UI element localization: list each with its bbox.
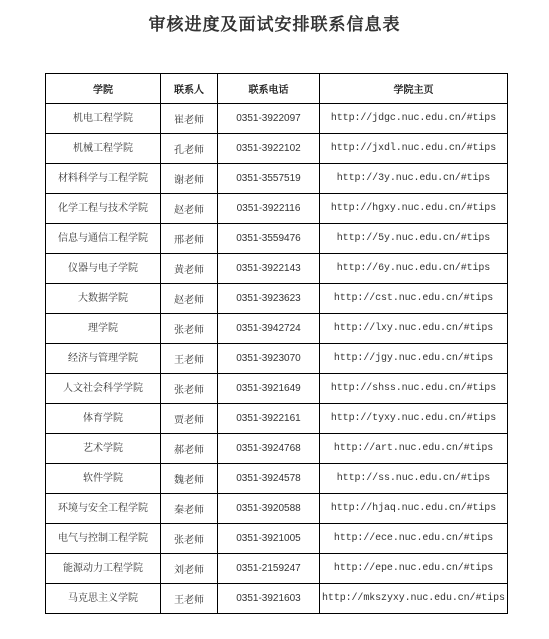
- cell-homepage-link[interactable]: http://5y.nuc.edu.cn/#tips: [320, 224, 508, 254]
- table-row: [46, 254, 508, 284]
- table-row: [46, 434, 508, 464]
- cell-phone: 0351-3921005: [218, 524, 320, 554]
- cell-phone: 0351-3942724: [218, 314, 320, 344]
- cell-homepage-link[interactable]: http://ss.nuc.edu.cn/#tips: [320, 464, 508, 494]
- cell-college: 艺术学院: [46, 434, 161, 464]
- cell-homepage-link[interactable]: http://hgxy.nuc.edu.cn/#tips: [320, 194, 508, 224]
- cell-college: 人文社会科学学院: [46, 374, 161, 404]
- table-row: [46, 314, 508, 344]
- cell-phone: 0351-3923623: [218, 284, 320, 314]
- cell-contact: 贾老师: [161, 404, 218, 434]
- table-row: [46, 284, 508, 314]
- cell-college: 信息与通信工程学院: [46, 224, 161, 254]
- cell-phone: 0351-3557519: [218, 164, 320, 194]
- cell-phone: 0351-3922097: [218, 104, 320, 134]
- cell-contact: 崔老师: [161, 104, 218, 134]
- cell-college: 环境与安全工程学院: [46, 494, 161, 524]
- cell-homepage-link[interactable]: http://hjaq.nuc.edu.cn/#tips: [320, 494, 508, 524]
- cell-college: 电气与控制工程学院: [46, 524, 161, 554]
- cell-homepage-link[interactable]: http://lxy.nuc.edu.cn/#tips: [320, 314, 508, 344]
- cell-college: 仪器与电子学院: [46, 254, 161, 284]
- table-row: [46, 224, 508, 254]
- cell-phone: 0351-3924768: [218, 434, 320, 464]
- table-row: [46, 374, 508, 404]
- table-row: [46, 194, 508, 224]
- cell-college: 机械工程学院: [46, 134, 161, 164]
- header-contact: 联系人: [161, 74, 218, 104]
- cell-phone: 0351-3922102: [218, 134, 320, 164]
- cell-college: 大数据学院: [46, 284, 161, 314]
- cell-homepage-link[interactable]: http://epe.nuc.edu.cn/#tips: [320, 554, 508, 584]
- header-homepage: 学院主页: [320, 74, 508, 104]
- table-header-row: [46, 74, 508, 104]
- cell-contact: 黄老师: [161, 254, 218, 284]
- cell-college: 材料科学与工程学院: [46, 164, 161, 194]
- cell-college: 软件学院: [46, 464, 161, 494]
- cell-homepage-link[interactable]: http://jxdl.nuc.edu.cn/#tips: [320, 134, 508, 164]
- cell-contact: 王老师: [161, 584, 218, 614]
- cell-contact: 邢老师: [161, 224, 218, 254]
- cell-contact: 赵老师: [161, 284, 218, 314]
- header-college: 学院: [46, 74, 161, 104]
- cell-phone: 0351-3922116: [218, 194, 320, 224]
- cell-college: 机电工程学院: [46, 104, 161, 134]
- cell-homepage-link[interactable]: http://jdgc.nuc.edu.cn/#tips: [320, 104, 508, 134]
- cell-contact: 张老师: [161, 314, 218, 344]
- cell-college: 理学院: [46, 314, 161, 344]
- cell-college: 化学工程与技术学院: [46, 194, 161, 224]
- cell-contact: 张老师: [161, 524, 218, 554]
- cell-phone: 0351-2159247: [218, 554, 320, 584]
- table-row: [46, 104, 508, 134]
- cell-homepage-link[interactable]: http://mkszyxy.nuc.edu.cn/#tips: [320, 584, 508, 614]
- table-body: [46, 104, 508, 614]
- cell-contact: 孔老师: [161, 134, 218, 164]
- cell-contact: 刘老师: [161, 554, 218, 584]
- contact-info-table: [45, 73, 508, 614]
- header-phone: 联系电话: [218, 74, 320, 104]
- cell-phone: 0351-3559476: [218, 224, 320, 254]
- page-title: 审核进度及面试安排联系信息表: [148, 15, 401, 35]
- table-row: [46, 404, 508, 434]
- cell-contact: 郝老师: [161, 434, 218, 464]
- cell-homepage-link[interactable]: http://art.nuc.edu.cn/#tips: [320, 434, 508, 464]
- cell-phone: 0351-3920588: [218, 494, 320, 524]
- cell-homepage-link[interactable]: http://ece.nuc.edu.cn/#tips: [320, 524, 508, 554]
- table-row: [46, 584, 508, 614]
- table-row: [46, 134, 508, 164]
- cell-college: 能源动力工程学院: [46, 554, 161, 584]
- cell-homepage-link[interactable]: http://tyxy.nuc.edu.cn/#tips: [320, 404, 508, 434]
- cell-phone: 0351-3924578: [218, 464, 320, 494]
- cell-homepage-link[interactable]: http://jgy.nuc.edu.cn/#tips: [320, 344, 508, 374]
- cell-contact: 秦老师: [161, 494, 218, 524]
- cell-contact: 谢老师: [161, 164, 218, 194]
- table-row: [46, 524, 508, 554]
- cell-contact: 王老师: [161, 344, 218, 374]
- cell-college: 体育学院: [46, 404, 161, 434]
- cell-contact: 魏老师: [161, 464, 218, 494]
- table-row: [46, 494, 508, 524]
- cell-homepage-link[interactable]: http://3y.nuc.edu.cn/#tips: [320, 164, 508, 194]
- cell-college: 经济与管理学院: [46, 344, 161, 374]
- cell-phone: 0351-3921603: [218, 584, 320, 614]
- cell-college: 马克思主义学院: [46, 584, 161, 614]
- cell-phone: 0351-3922161: [218, 404, 320, 434]
- table-row: [46, 164, 508, 194]
- cell-homepage-link[interactable]: http://6y.nuc.edu.cn/#tips: [320, 254, 508, 284]
- table-row: [46, 464, 508, 494]
- table-row: [46, 554, 508, 584]
- cell-homepage-link[interactable]: http://cst.nuc.edu.cn/#tips: [320, 284, 508, 314]
- cell-contact: 赵老师: [161, 194, 218, 224]
- cell-phone: 0351-3921649: [218, 374, 320, 404]
- table-row: [46, 344, 508, 374]
- cell-phone: 0351-3922143: [218, 254, 320, 284]
- cell-contact: 张老师: [161, 374, 218, 404]
- cell-homepage-link[interactable]: http://shss.nuc.edu.cn/#tips: [320, 374, 508, 404]
- cell-phone: 0351-3923070: [218, 344, 320, 374]
